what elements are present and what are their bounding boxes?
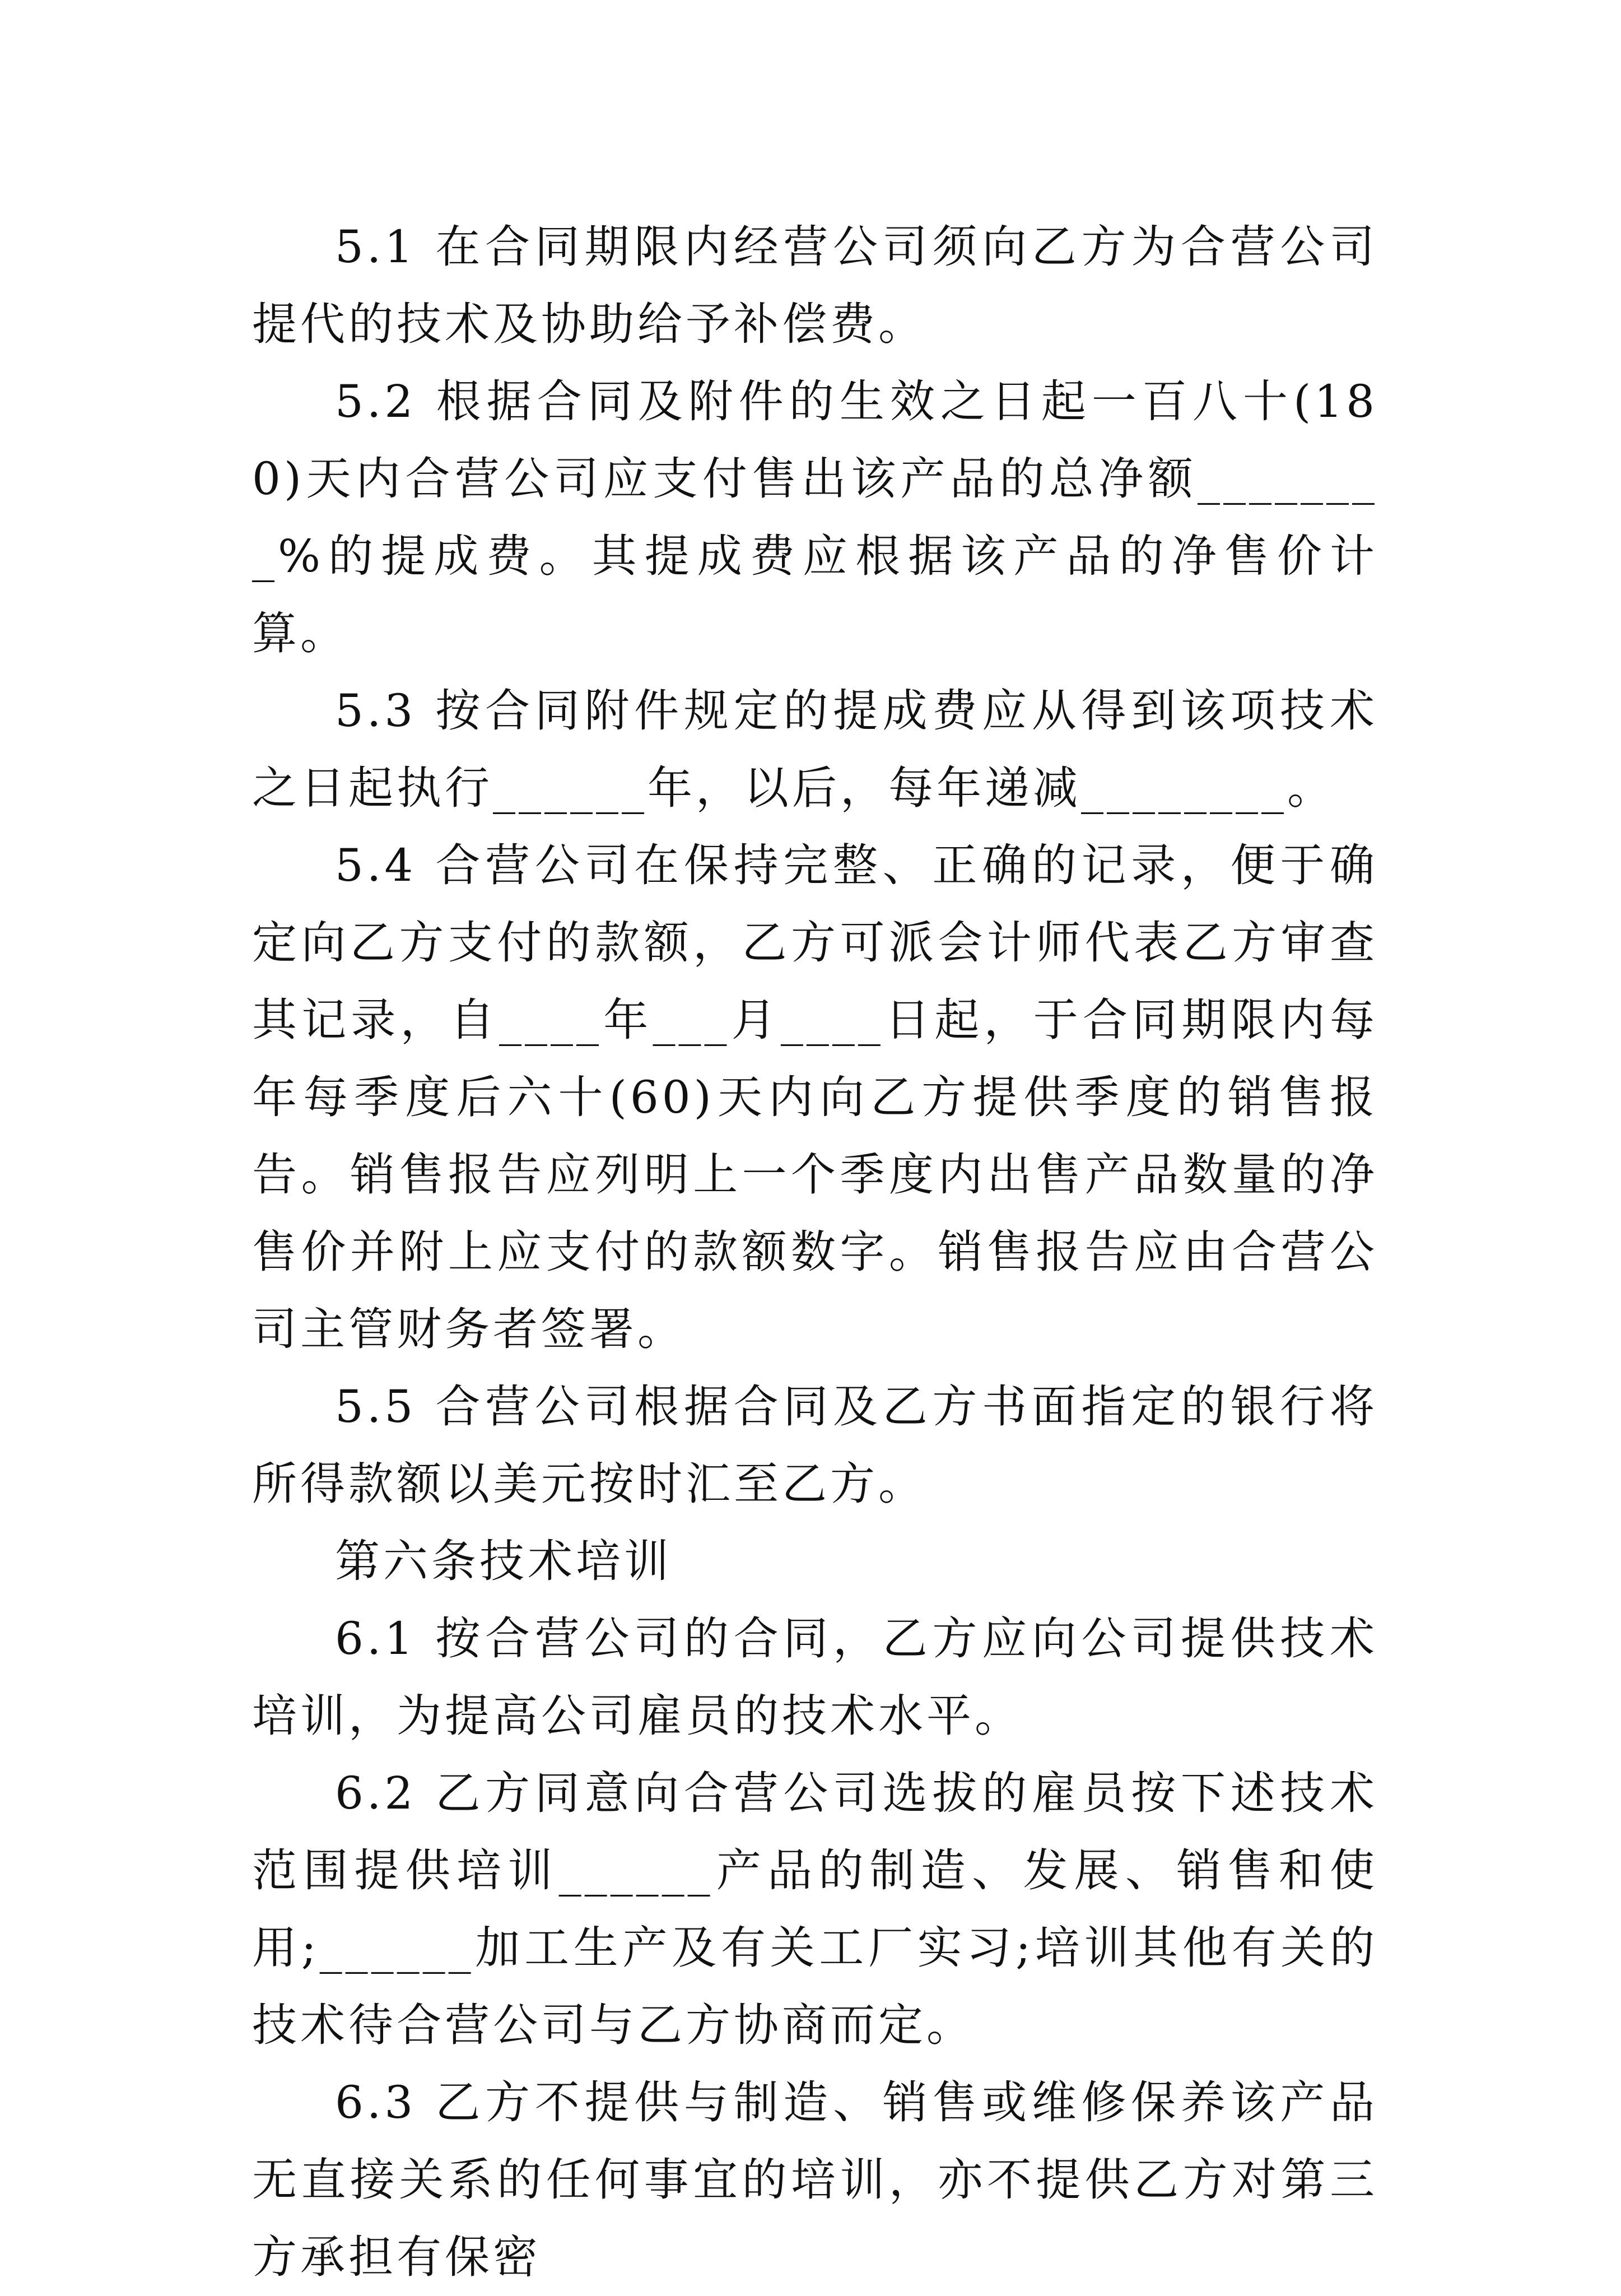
clause-6-1: 6.1 按合营公司的合同，乙方应向公司提供技术培训，为提高公司雇员的技术水平。 [252, 1612, 1378, 1742]
clause-5-5: 5.5 合营公司根据合同及乙方书面指定的银行将所得款额以美元按时汇至乙方。 [252, 1381, 1378, 1510]
clause-6-2: 6.2 乙方同意向合营公司选拔的雇员按下述技术范围提供培训______产品的制造、发展、销售和使用;______加工生产及有关工厂实习;培训其他有关的技术待合营公司与乙方协商而定。 [252, 1767, 1378, 2051]
section-heading-article-6: 第六条技术培训 [335, 1535, 672, 1587]
clause-5-3: 5.3 按合同附件规定的提成费应从得到该项技术之日起执行______年，以后，每年递减________。 [252, 685, 1378, 814]
document-page [252, 208, 1378, 2296]
clause-5-1: 5.1 在合同期限内经营公司须向乙方为合营公司提代的技术及协助给予补偿费。 [252, 221, 1378, 350]
clause-6-3: 6.3 乙方不提供与制造、销售或维修保养该产品无直接关系的任何事宜的培训，亦不提供乙方对第三方承担有保密 [252, 2076, 1378, 2283]
clause-5-2: 5.2 根据合同及附件的生效之日起一百八十(180)天内合营公司应支付售出该产品的总净额________%的提成费。其提成费应根据该产品的净售价计算。 [252, 375, 1378, 659]
clause-5-4: 5.4 合营公司在保持完整、正确的记录，便于确定向乙方支付的款额，乙方可派会计师代表乙方审查其记录，自____年___月____日起，于合同期限内每年每季度后六十(60)天内向乙方提供季度的销售报告。销售报告应列明上一个季度内出售产品数量的净售价并附上应支付的款额数字。销售报告应由合营公司主管财务者签署。 [252, 839, 1378, 1355]
